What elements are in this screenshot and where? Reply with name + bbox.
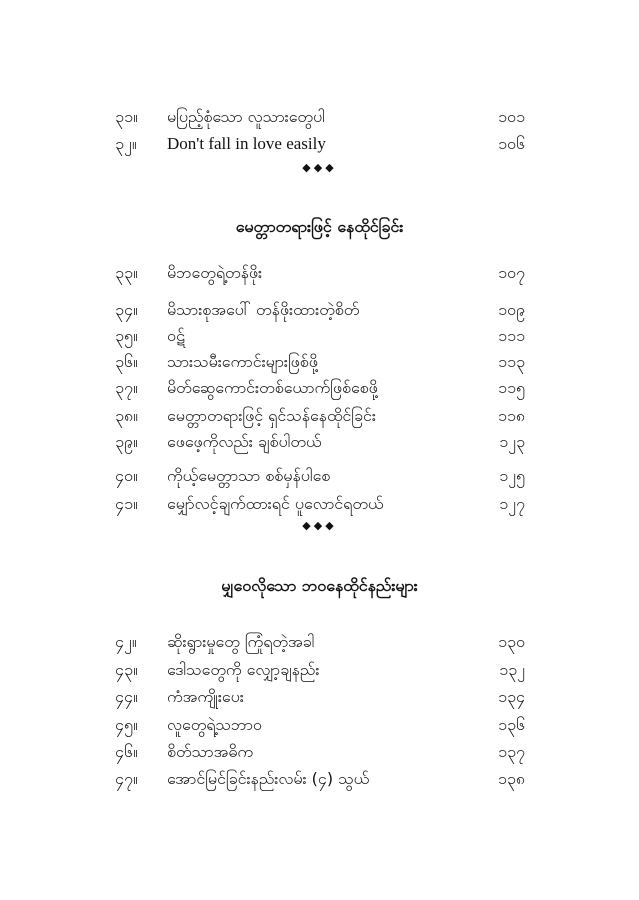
entry-title: ဆိုးရွားမှုတွေ ကြုံရတဲ့အခါ — [167, 632, 315, 651]
entry-number: ၃၃။ — [115, 263, 138, 282]
entry-page-number: ၁၂၅ — [499, 466, 525, 485]
toc-entry — [115, 740, 525, 764]
entry-title: Don't fall in love easily — [167, 134, 326, 153]
entry-title: အောင်မြင်ခြင်းနည်းလမ်း (၄) သွယ် — [167, 769, 370, 788]
entry-number: ၃၉။ — [115, 432, 138, 451]
entry-title: ကံအကျိုးပေး — [167, 687, 244, 706]
entry-number: ၃၆။ — [115, 352, 138, 371]
toc-entry — [115, 430, 525, 454]
section-heading: မျှဝေလိုသော ဘဝနေထိုင်နည်းများ — [221, 576, 418, 595]
entry-number: ၄၇။ — [115, 769, 138, 788]
entry-title: ဖေဖေ့ကိုလည်း ချစ်ပါတယ် — [167, 432, 322, 451]
entry-page-number: ၁၃၈ — [497, 769, 525, 788]
section-divider: ◆◆◆ — [302, 161, 337, 174]
entry-number: ၄၂။ — [115, 632, 137, 651]
entry-page-number: ၁၃၇ — [498, 742, 525, 761]
toc-entry — [115, 261, 525, 285]
entry-number: ၃၅။ — [115, 326, 138, 345]
entry-page-number: ၁၃၀ — [498, 632, 525, 651]
entry-title: ဒေါသတွေကို လျှော့ချနည်း — [167, 660, 320, 679]
entry-title: မိတ်ဆွေကောင်းတစ်ယောက်ဖြစ်စေဖို့ — [167, 378, 378, 397]
entry-number: ၄၀။ — [115, 466, 138, 485]
toc-entry — [115, 298, 525, 322]
entry-page-number: ၁၂၃ — [499, 432, 525, 451]
entry-number: ၃၄။ — [115, 300, 138, 319]
toc-entry — [115, 376, 525, 400]
toc-entry — [115, 464, 525, 488]
entry-title: စိတ်သာအဓိက — [167, 742, 253, 761]
entry-page-number: ၁၃၄ — [498, 687, 525, 706]
entry-page-number: ၁၁၃ — [498, 352, 525, 371]
toc-entry — [115, 658, 525, 682]
entry-number: ၄၁။ — [115, 494, 138, 513]
entry-number: ၄၅။ — [115, 715, 138, 734]
toc-entry — [115, 324, 525, 348]
entry-number: ၄၃။ — [115, 660, 138, 679]
section-divider: ◆◆◆ — [302, 519, 337, 532]
entry-number: ၄၄။ — [115, 687, 138, 706]
toc-entry — [115, 685, 525, 709]
entry-number: ၃၇။ — [115, 378, 138, 397]
entry-number: ၃၁။ — [115, 107, 138, 126]
entry-title: မိသားစုအပေါ် တန်ဖိုးထားတဲ့စိတ် — [167, 300, 360, 319]
entry-title: မိဘတွေရဲ့တန်ဖိုး — [167, 263, 263, 282]
toc-entry — [115, 492, 525, 516]
entry-page-number: ၁၃၆ — [498, 715, 525, 734]
toc-entry — [115, 630, 525, 654]
entry-page-number: ၁၀၆ — [498, 134, 525, 153]
section-heading: မေတ္တာတရားဖြင့် နေထိုင်ခြင်း — [235, 217, 404, 236]
entry-page-number: ၁၀၉ — [498, 300, 525, 319]
toc-entry — [115, 404, 525, 428]
entry-number: ၃၈။ — [115, 406, 138, 425]
entry-number: ၃၂။ — [115, 134, 137, 153]
entry-title: ဝဋ် — [167, 326, 185, 345]
entry-title: သားသမီးကောင်းများဖြစ်ဖို့ — [167, 352, 318, 371]
toc-entry — [115, 350, 525, 374]
entry-title: မပြည့်စုံသော လူသားတွေပါ — [167, 107, 325, 126]
entry-page-number: ၁၂၇ — [499, 494, 525, 513]
entry-number: ၄၆။ — [115, 742, 138, 761]
entry-page-number: ၁၃၂ — [499, 660, 525, 679]
entry-title: လူတွေရဲ့သဘာဝ — [167, 715, 262, 734]
toc-entry — [115, 713, 525, 737]
entry-title: မျှော်လင့်ချက်ထားရင် ပူလောင်ရတယ် — [167, 494, 384, 513]
entry-page-number: ၁၁၅ — [498, 378, 525, 397]
entry-page-number: ၁၀၇ — [498, 263, 525, 282]
entry-page-number: ၁၁၁ — [498, 326, 525, 345]
entry-page-number: ၁၀၁ — [498, 107, 525, 126]
entry-page-number: ၁၁၈ — [497, 406, 525, 425]
entry-title: ကိုယ့်မေတ္တာသာ စစ်မှန်ပါစေ — [167, 466, 331, 485]
toc-entry — [115, 767, 525, 791]
entry-title: မေတ္တာတရားဖြင့် ရှင်သန်နေထိုင်ခြင်း — [167, 406, 376, 425]
toc-entry — [115, 132, 525, 156]
toc-entry — [115, 105, 525, 129]
